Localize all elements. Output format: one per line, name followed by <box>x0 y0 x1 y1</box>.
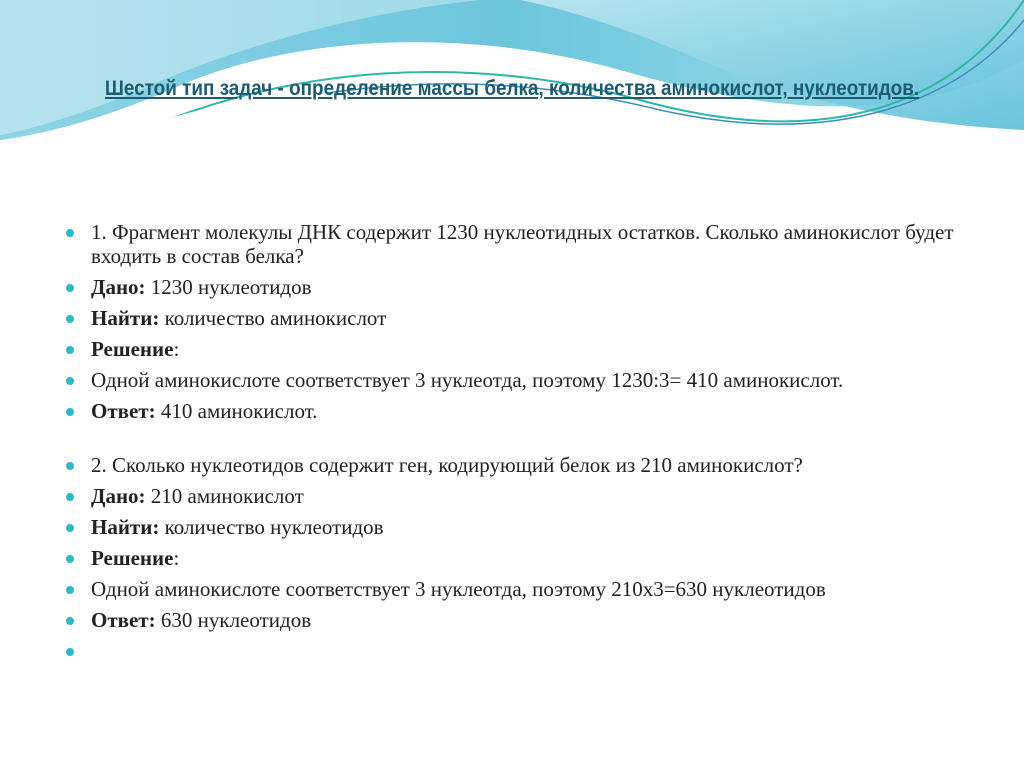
answer-value: 410 аминокислот. <box>155 399 318 423</box>
bullet-icon <box>66 229 74 237</box>
given-label: Дано: <box>91 275 146 299</box>
task2-solution <box>66 577 966 601</box>
empty-bullet-item <box>66 639 966 663</box>
task2-question-text: 2. Сколько нуклеотидов содержит ген, кодирующий белок из 210 аминокислот? <box>91 453 803 477</box>
bullet-icon <box>66 284 74 292</box>
solution-colon: : <box>173 546 180 570</box>
bullet-icon <box>66 377 74 385</box>
bullet-icon <box>66 493 74 501</box>
task1-answer <box>66 399 966 423</box>
bullet-icon <box>66 524 74 532</box>
solution-label: Решение <box>91 337 174 361</box>
given-value: 1230 нуклеотидов <box>145 275 312 299</box>
task1-question <box>66 220 966 268</box>
task-list <box>66 220 966 670</box>
slide-title: Шестой тип задач - определение массы белка, количества аминокислот, нуклеотидов. <box>104 77 920 100</box>
answer-value: 630 нуклеотидов <box>155 608 312 632</box>
task2-solution-heading <box>66 546 966 570</box>
find-value: количество нуклеотидов <box>159 515 384 539</box>
task1-solution-heading <box>66 337 966 361</box>
solution-text: Одной аминокислоте соответствует 3 нуклеотда, поэтому 1230:3= 410 аминокислот. <box>91 368 844 392</box>
find-label: Найти: <box>91 515 160 539</box>
task2-answer <box>66 608 966 632</box>
bullet-icon <box>66 555 74 563</box>
task1-solution <box>66 368 966 392</box>
find-value: количество аминокислот <box>159 306 387 330</box>
bullet-icon <box>66 408 74 416</box>
bullet-icon <box>66 586 74 594</box>
given-label: Дано: <box>91 484 146 508</box>
answer-label: Ответ: <box>91 399 156 423</box>
find-label: Найти: <box>91 306 160 330</box>
solution-colon: : <box>173 337 180 361</box>
given-value: 210 аминокислот <box>145 484 304 508</box>
task2-given <box>66 484 966 508</box>
bullet-icon <box>66 648 74 656</box>
solution-text: Одной аминокислоте соответствует 3 нуклеотда, поэтому 210х3=630 нуклеотидов <box>91 577 826 601</box>
bullet-icon <box>66 462 74 470</box>
task2-find <box>66 515 966 539</box>
answer-label: Ответ: <box>91 608 156 632</box>
task2-question <box>66 453 966 477</box>
bullet-icon <box>66 315 74 323</box>
task1-given <box>66 275 966 299</box>
solution-label: Решение <box>91 546 174 570</box>
task1-find <box>66 306 966 330</box>
bullet-icon <box>66 346 74 354</box>
bullet-icon <box>66 617 74 625</box>
task1-question-text: 1. Фрагмент молекулы ДНК содержит 1230 нуклеотидных остатков. Сколько аминокислот будет входить в состав белка? <box>91 220 954 268</box>
